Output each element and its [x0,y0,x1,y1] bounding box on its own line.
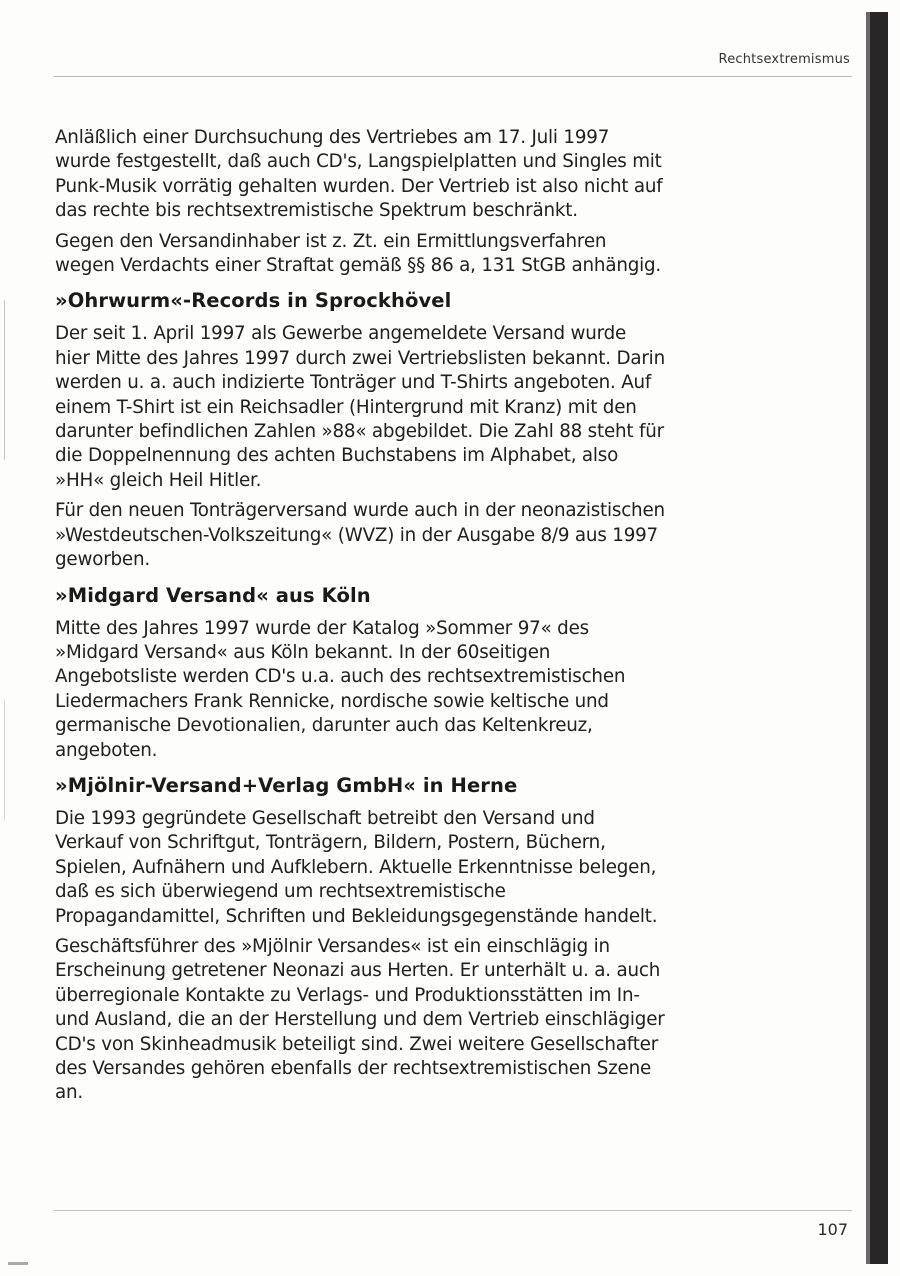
body-paragraph: Mitte des Jahres 1997 wurde der Katalog »Sommer 97« des »Midgard Versand« aus Köln bekannt. In der 60seitigen Angebotsliste werden CD's u.a. auch des rechtsextremistischen Liedermachers Frank Rennicke, nordische sowie keltische und germanische Devotionalien, darunter auch das Keltenkreuz, angeboten. [55,617,626,761]
scan-left-mark [4,300,5,460]
scan-edge-bar [870,12,888,1264]
section-heading: »Midgard Versand« aus Köln [55,583,371,607]
page-number: 107 [817,1220,848,1239]
section-mjoelnir-versand [55,773,665,1106]
running-head: Rechtsextremismus [718,52,850,67]
header-rule [54,76,852,77]
section-ohrwurm-records [55,288,665,572]
body-paragraph: Gegen den Versandinhaber ist z. Zt. ein Ermittlungsverfahren wegen Verdachts einer Straftat gemäß §§ 86 a, 131 StGB anhängig. [55,230,662,277]
body-paragraph: Für den neuen Tonträgerversand wurde auch in der neonazistischen »Westdeutschen-Volkszeitung« (WVZ) in der Ausgabe 8/9 aus 1997 geworben. [55,500,665,571]
section-midgard-versand [55,583,665,763]
scan-left-mark-lower [4,700,5,820]
footer-rule [54,1210,852,1211]
section-heading: »Mjölnir-Versand+Verlag GmbH« in Herne [55,773,518,797]
section-heading: »Ohrwurm«-Records in Sprockhövel [55,289,452,313]
body-paragraph: Der seit 1. April 1997 als Gewerbe angemeldete Versand wurde hier Mitte des Jahres 1997 durch zwei Vertriebslisten bekannt. Darin werden u. a. auch indizierte Tonträger und T-Shirts angeboten. Auf einem T-Shirt ist ein Reichsadler (Hintergrund mit Kranz) mit den darunter befindlichen Zahlen »88« abgebildet. Die Zahl 88 steht für die Doppelnennung des achten Buchstabens im Alphabet, also »HH« gleich Heil Hitler. [55,323,665,491]
page-body [55,126,665,1112]
body-paragraph: Geschäftsführer des »Mjölnir Versandes« ist ein einschlägig in Erscheinung getretener Neonazi aus Herten. Er unterhält u. a. auch überregionale Kontakte zu Verlags- und Produktionsstätten im In- und Ausland, die an der Herstellung und dem Vertrieb einschlägiger CD's von Skinheadmusik beteiligt sind. Zwei weitere Gesellschafter des Versandes gehören ebenfalls der rechtsextremistischen Szene an. [55,935,665,1104]
section-intro [55,126,665,278]
body-paragraph: Anläßlich einer Durchsuchung des Vertriebes am 17. Juli 1997 wurde festgestellt, daß auch CD's, Langspielplatten und Singles mit Punk-Musik vorrätig gehalten wurden. Der Vertrieb ist also nicht auf das rechte bis rechtsextremistische Spektrum beschränkt. [55,127,663,222]
scan-corner-mark [8,1262,28,1265]
body-paragraph: Die 1993 gegründete Gesellschaft betreibt den Versand und Verkauf von Schriftgut, Tonträgern, Bildern, Postern, Büchern, Spielen, Aufnähern und Aufklebern. Aktuelle Erkenntnisse belegen, daß es sich überwiegend um rechtsextremistische Propagandamittel, Schriften und Bekleidungsgegenstände handelt. [55,807,658,927]
